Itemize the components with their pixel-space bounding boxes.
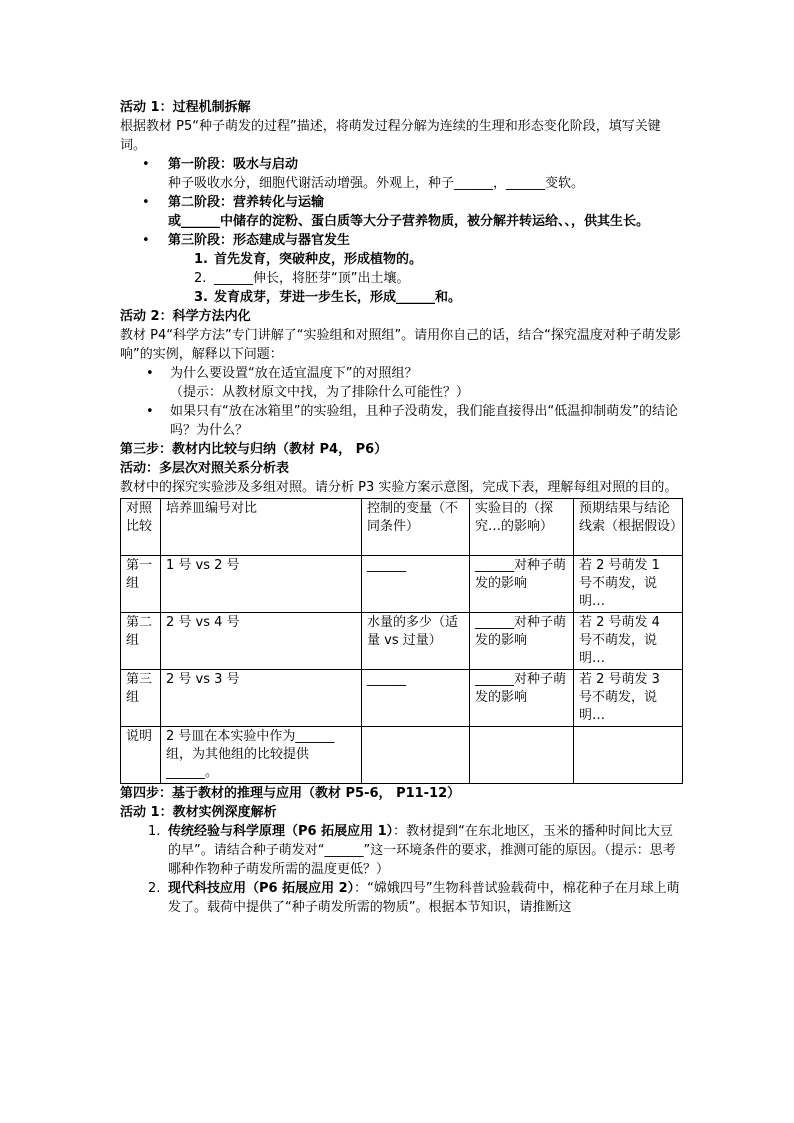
step3-intro: 教材中的探究实验涉及多组对照。请分析 P3 实验方案示意图，完成下表，理解每组对照的目的。 [120,480,678,495]
table-cell [574,727,683,784]
stage3-step: 2. ______伸长，将胚芽“顶”出土壤。 [194,271,410,286]
table-cell: 2 号皿在本实验中作为______组，为其他组的比较提供______。 [161,727,362,784]
table-cell: 第三组 [121,670,161,727]
comparison-table [120,498,683,784]
table-cell: 说明 [121,727,161,784]
step4-activity: 活动 1：教材实例深度解析 [120,805,277,820]
activity2-title: 活动 2：科学方法内化 [120,309,251,324]
stage2 [120,193,682,231]
table-cell: 若 2 号萌发 3 号不萌发，说明… [574,670,683,727]
table-cell: 第二组 [121,613,161,670]
stage3-title: • 第三阶段：形态建成与器官发生 [168,233,351,248]
table-cell [362,727,470,784]
stage1 [120,155,682,193]
activity1-title: 活动 1：过程机制拆解 [120,100,251,115]
application-item: 2. 现代科技应用（P6 拓展应用 2）：“嫦娥四号”生物科普试验载荷中，棉花种子在月球上萌发了。载荷中提供了“种子萌发所需的物质”。根据本节知识，请推断这 [148,881,680,915]
activity1-intro: 根据教材 P5“种子萌发的过程”描述，将萌发过程分解为连续的生理和形态变化阶段，填写关键词。 [120,119,661,153]
table-header: 实验目的（探究…的影响） [470,499,574,556]
table-row [121,613,683,670]
stage3-step: 1. 首先发育，突破种皮，形成植物的。 [194,252,423,267]
table-cell: ______ [362,556,470,613]
table-cell: ______对种子萌发的影响 [470,670,574,727]
activity2-intro: 教材 P4“科学方法”专门讲解了“实验组和对照组”。请用你自己的话，结合“探究温度对种子萌发影响”的实例，解释以下问题： [120,328,681,362]
table-cell: 2 号 vs 3 号 [161,670,362,727]
stage1-text: 种子吸收水分，细胞代谢活动增强。外观上，种子______，______变软。 [168,176,585,191]
table-cell: ______对种子萌发的影响 [470,613,574,670]
stage3 [120,231,682,250]
table-cell: 若 2 号萌发 4 号不萌发，说明… [574,613,683,670]
table-cell: ______对种子萌发的影响 [470,556,574,613]
step4-title: 第四步：基于教材的推理与应用（教材 P5-6， P11-12） [120,786,461,801]
question-list [120,364,682,440]
table-cell: 第一组 [121,556,161,613]
table-header: 预期结果与结论线索（根据假设） [574,499,683,556]
application-item: 1. 传统经验与科学原理（P6 拓展应用 1）：教材提到“在东北地区，玉米的播种时间比大豆的早”。请结合种子萌发对“______”这一环境条件的要求，推测可能的原因。（提示：思考哪种作物种子萌发所需的温度更低？） [148,824,676,877]
table-header: 培养皿编号对比 [161,499,362,556]
stage2-title: • 第二阶段：营养转化与运输 [168,195,325,210]
table-header-row [121,499,683,556]
question-2: • 如果只有“放在冰箱里”的实验组，且种子没萌发，我们能直接得出“低温抑制萌发”的结论吗？为什么？ [120,402,682,440]
stage3-step: 3. 发育成芽，芽进一步生长，形成______和。 [194,290,462,305]
table-cell: 2 号 vs 4 号 [161,613,362,670]
table-cell: 1 号 vs 2 号 [161,556,362,613]
table-cell [470,727,574,784]
table-cell: ______ [362,670,470,727]
table-cell: 若 2 号萌发 1 号不萌发，说明… [574,556,683,613]
table-row [121,670,683,727]
table-row [121,727,683,784]
application-list [120,822,682,917]
step3-title: 第三步：教材内比较与归纳（教材 P4， P6） [120,442,388,457]
stage-list [120,155,682,250]
table-header: 控制的变量（不同条件） [362,499,470,556]
document-page [120,98,682,917]
table-cell: 水量的多少（适量 vs 过量） [362,613,470,670]
table-row [121,556,683,613]
table-header: 对照比较 [121,499,161,556]
stage3-steps [120,250,682,307]
stage1-title: • 第一阶段：吸水与启动 [168,157,299,172]
stage2-text: 或______中储存的淀粉、蛋白质等大分子营养物质，被分解并转运给、、，供其生长。 [168,214,650,229]
step3-activity: 活动：多层次对照关系分析表 [120,461,290,476]
question-1: • 为什么要设置“放在适宜温度下”的对照组？ （提示：从教材原文中找，为了排除什么可能性？） [120,364,682,402]
